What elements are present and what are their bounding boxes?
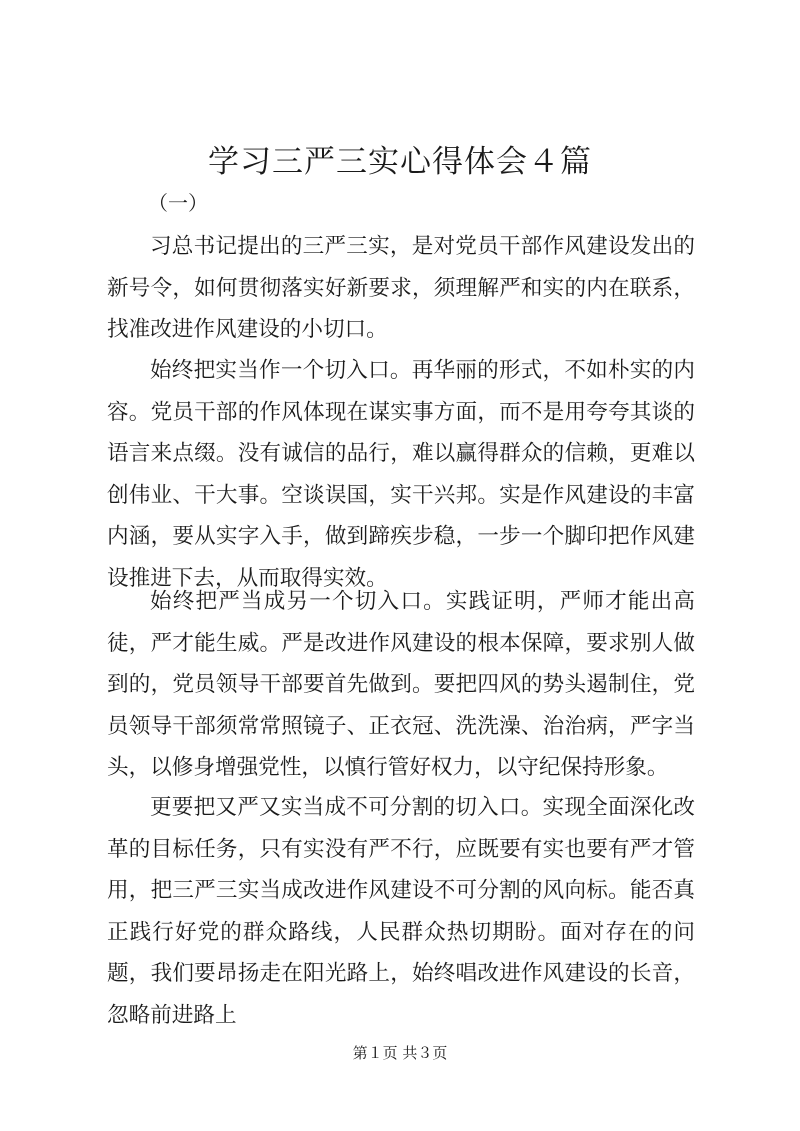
- paragraph: 始终把实当作一个切入口。再华丽的形式，不如朴实的内容。党员干部的作风体现在谋实事方面，而不是用夸夸其谈的语言来点缀。没有诚信的品行，难以赢得群众的信赖，更难以创伟业、干大事。空谈误国，实干兴邦。实是作风建设的丰富内涵，要从实字入手，做到蹄疾步稳，一步一个脚印把作风建设推进下去，从而取得实效。: [107, 358, 695, 591]
- paragraph: 习总书记提出的三严三实，是对党员干部作风建设发出的新号令，如何贯彻落实好新要求，须理解严和实的内在联系，找准改进作风建设的小切口。: [107, 234, 695, 342]
- section-label: （一）: [148, 191, 208, 215]
- document-title: 学习三严三实心得体会４篇: [208, 144, 592, 180]
- page-number-footer: 第１页 共３页: [352, 1044, 448, 1062]
- paragraph: 始终把严当成另一个切入口。实践证明，严师才能出高徒，严才能生威。严是改进作风建设的根本保障，要求别人做到的，党员领导干部要首先做到。要把四风的势头遏制住，党员领导干部须常常照镜子、正衣冠、洗洗澡、治治病，严字当头，以修身增强党性，以慎行管好权力，以守纪保持形象。: [107, 589, 695, 780]
- paragraph: 更要把又严又实当成不可分割的切入口。实现全面深化改革的目标任务，只有实没有严不行，应既要有实也要有严才管用，把三严三实当成改进作风建设不可分割的风向标。能否真正践行好党的群众路线，人民群众热切期盼。面对存在的问题，我们要昂扬走在阳光路上，始终唱改进作风建设的长音，忽略前进路上: [107, 795, 695, 1028]
